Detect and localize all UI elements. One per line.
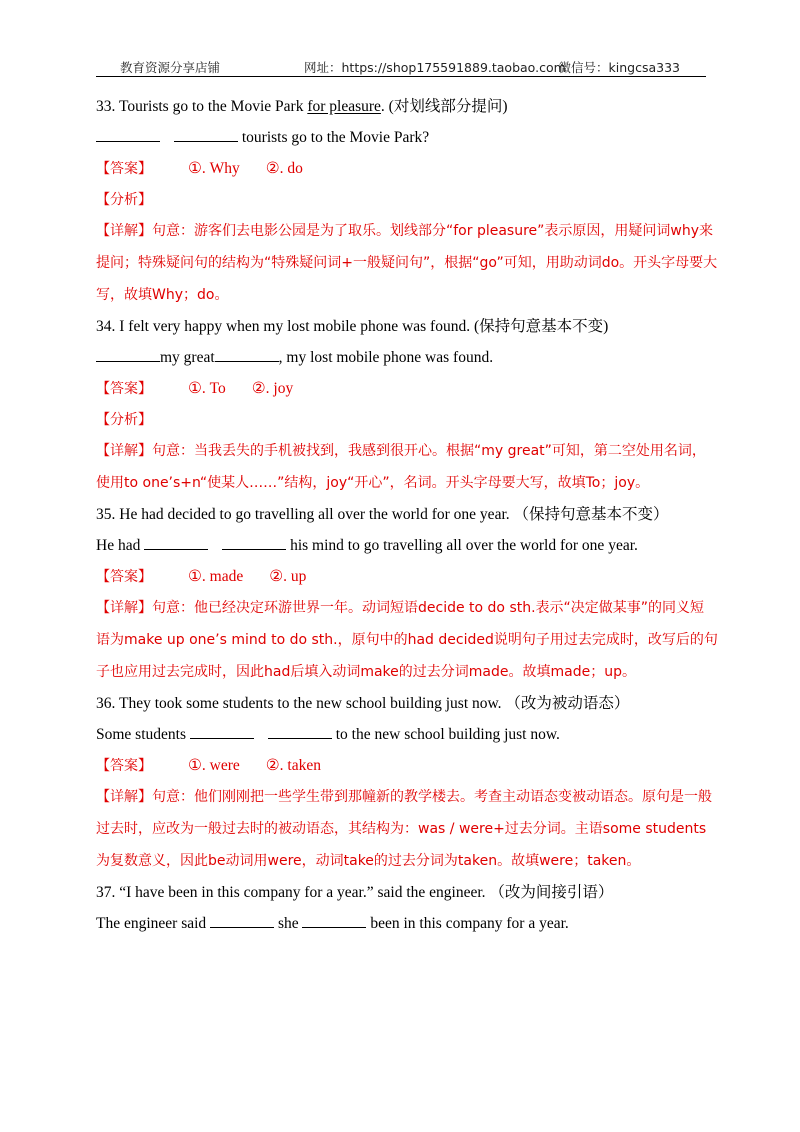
detail-33	[96, 215, 718, 311]
page-header	[96, 56, 706, 77]
blank[interactable]	[174, 127, 238, 142]
question-36-text: 36. They took some students to the new school building just now. （改为被动语态）	[96, 695, 630, 712]
analysis-label: 【分析】	[96, 192, 152, 208]
question-33-text: 33. Tourists go to the Movie Park	[96, 98, 308, 115]
detail-36-text: 句意：他们刚刚把一些学生带到那幢新的教学楼去。考查主动语态变被动语态。原句是一般过去时，应改为一般过去时的被动语态，其结构为：was / were+过去分词。主语some students为复数意义，因此be动词用were，动词take的过去分词为taken。故填were；taken。	[96, 789, 712, 869]
question-33-underlined: for pleasure	[307, 98, 381, 115]
question-37	[96, 877, 718, 908]
question-35-text: 35. He had decided to go travelling all over the world for one year. （保持句意基本不变）	[96, 506, 669, 523]
answer-34	[96, 373, 718, 404]
header-shop-name: 教育资源分享店铺	[120, 60, 221, 75]
analysis-label: 【分析】	[96, 412, 152, 428]
detail-36	[96, 781, 718, 877]
answer-36-1: ①. were	[188, 757, 240, 774]
detail-label: 【详解】	[96, 223, 152, 239]
answer-34-1: ①. To	[188, 380, 226, 397]
question-36-blank-line	[96, 719, 718, 750]
header-website[interactable]: 网址：https://shop175591889.taobao.com	[304, 60, 566, 75]
question-35-pre: He had	[96, 537, 145, 554]
answer-34-2: ②. joy	[251, 380, 294, 397]
question-35-post: his mind to go travelling all over the world for one year.	[286, 537, 638, 554]
analysis-33	[96, 184, 718, 215]
question-34-mid1: my great	[160, 349, 215, 366]
question-35	[96, 499, 718, 530]
answer-36	[96, 750, 718, 781]
question-list	[96, 91, 718, 939]
answer-36-2: ②. taken	[265, 757, 321, 774]
answer-33	[96, 153, 718, 184]
question-33	[96, 91, 718, 122]
detail-label: 【详解】	[96, 789, 152, 805]
question-36-post: to the new school building just now.	[331, 726, 560, 743]
blank[interactable]	[210, 913, 274, 928]
answer-label: 【答案】	[96, 569, 152, 585]
question-34-mid2: , my lost mobile phone was found.	[278, 349, 494, 366]
blank[interactable]	[96, 127, 160, 142]
detail-34	[96, 435, 718, 499]
blank[interactable]	[144, 535, 208, 550]
answer-label: 【答案】	[96, 161, 152, 177]
answer-33-2: ②. do	[265, 160, 303, 177]
question-37-post: been in this company for a year.	[366, 915, 569, 932]
question-37-pre: The engineer said	[96, 915, 211, 932]
answer-label: 【答案】	[96, 381, 152, 397]
analysis-34	[96, 404, 718, 435]
question-33-blank-line	[96, 122, 718, 153]
question-36	[96, 688, 718, 719]
answer-35-1: ①. made	[188, 568, 244, 585]
question-33-blank-text: tourists go to the Movie Park?	[238, 129, 430, 146]
header-wechat: 微信号：kingcsa333	[558, 60, 680, 75]
blank[interactable]	[302, 913, 366, 928]
blank[interactable]	[222, 535, 286, 550]
blank[interactable]	[215, 347, 279, 362]
detail-label: 【详解】	[96, 600, 152, 616]
blank[interactable]	[96, 347, 160, 362]
question-34	[96, 311, 718, 342]
answer-35	[96, 561, 718, 592]
question-34-blank-line	[96, 342, 718, 373]
question-33-instruction: . (对划线部分提问)	[380, 98, 508, 115]
detail-33-text: 句意：游客们去电影公园是为了取乐。划线部分“for pleasure”表示原因，用疑问词why来提问；特殊疑问句的结构为“特殊疑问词+一般疑问句”，根据“go”可知，用助动词do。开头字母要大写，故填Why；do。	[96, 223, 718, 303]
answer-35-2: ②. up	[269, 568, 307, 585]
detail-35	[96, 592, 718, 688]
question-37-text: 37. “I have been in this company for a year.” said the engineer. （改为间接引语）	[96, 884, 614, 901]
blank[interactable]	[190, 724, 254, 739]
detail-35-text: 句意：他已经决定环游世界一年。动词短语decide to do sth.表示“决定做某事”的同义短语为make up one’s mind to do sth.，原句中的had decided说明句子用过去完成时，改写后的句子也应用过去完成时，因此had后填入动词make的过去分词made。故填made；up。	[96, 600, 718, 680]
question-37-blank-line	[96, 908, 718, 939]
answer-33-1: ①. Why	[188, 160, 240, 177]
question-36-pre: Some students	[96, 726, 190, 743]
detail-34-text: 句意：当我丢失的手机被找到，我感到很开心。根据“my great”可知，第二空处用名词，使用to one’s+n“使某人……”结构，joy“开心”，名词。开头字母要大写，故填To；joy。	[96, 443, 706, 491]
question-37-mid: she	[274, 915, 303, 932]
detail-label: 【详解】	[96, 443, 152, 459]
question-34-text: 34. I felt very happy when my lost mobile phone was found. (保持句意基本不变)	[96, 318, 609, 335]
answer-label: 【答案】	[96, 758, 152, 774]
question-35-blank-line	[96, 530, 718, 561]
blank[interactable]	[268, 724, 332, 739]
